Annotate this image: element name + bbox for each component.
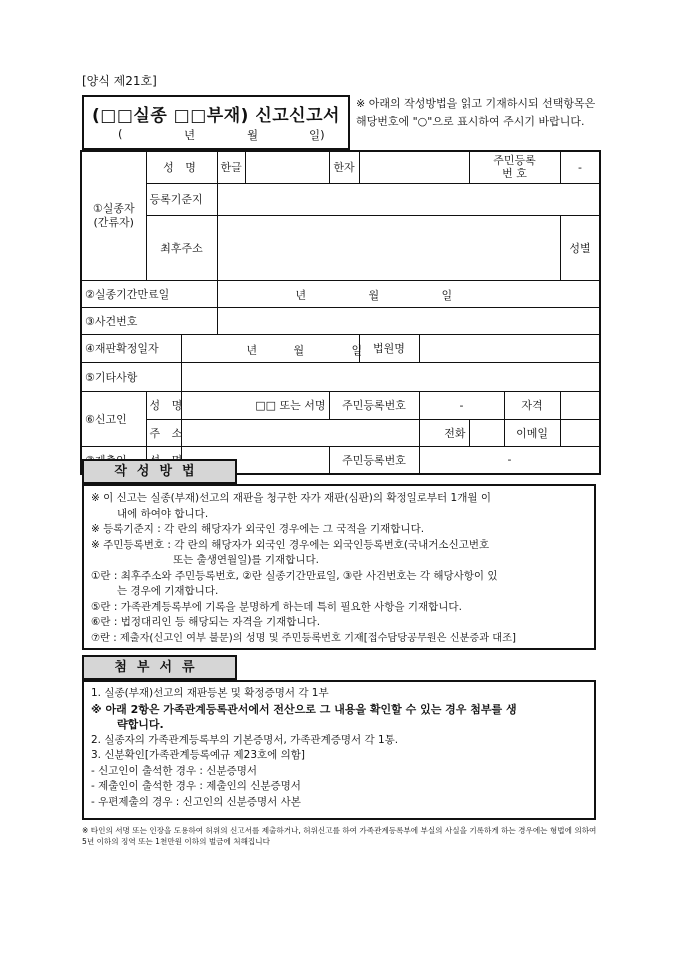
- date-month: 월: [247, 128, 259, 142]
- instruction-line: ※ 이 신고는 실종(부재)선고의 재판을 청구한 자가 재판(심판)의 확정일로부터 1개월 이: [91, 492, 491, 504]
- attachment-line: 2. 실종자의 가족관계등록부의 기본증명서, 가족관계증명서 각 1통.: [91, 733, 399, 746]
- hangul-name-field[interactable]: [245, 151, 329, 183]
- period-month: 월: [368, 288, 380, 302]
- reporter-rrn-label: 주민등록번호: [329, 391, 419, 419]
- instruction-line: ①란 : 최후주소와 주민등록번호, ②란 실종기간만료일, ③란 사건번호는 각 해당사항이 있: [91, 569, 498, 582]
- date-day: 일): [309, 128, 325, 142]
- judgment-date-field[interactable]: [181, 334, 363, 362]
- instruction-line: ⑤란 : 가족관계등록부에 기록을 분명하게 하는데 특히 필요한 사항을 기재합니다.: [91, 600, 462, 613]
- attachment-line: 1. 실종(부재)선고의 재판등본 및 확정증명서 각 1부: [91, 687, 329, 699]
- other-label: ⑤기타사항: [81, 362, 181, 391]
- reporter-address-field[interactable]: [181, 419, 419, 446]
- rrn-label: 주민등록 번 호: [469, 151, 560, 183]
- instruction-line: ⑦란 : 제출자(신고인 여부 불문)의 성명 및 주민등록번호 기재[접수담당공무원은 신분증과 대조]: [91, 632, 516, 644]
- reporter-label: ⑥신고인: [81, 391, 146, 446]
- attachment-line: - 신고인이 출석한 경우 : 신분증명서: [91, 764, 258, 777]
- form-number: [양식 제21호]: [82, 74, 157, 88]
- attachment-line: 략합니다.: [117, 718, 164, 731]
- email-field[interactable]: [560, 419, 600, 446]
- attachments-box: [82, 680, 596, 820]
- qualification-field[interactable]: [560, 391, 600, 419]
- instruction-line: ※ 주민등록번호 : 각 란의 해당자가 외국인 경우에는 외국인등록번호(국내거소신고번호: [91, 538, 490, 551]
- last-address-label: 최후주소: [146, 215, 217, 280]
- phone-label: 전화: [419, 419, 469, 446]
- attachment-line: 3. 신분확인[가족관계등록예규 제23호에 의함]: [91, 749, 306, 761]
- date-open: (: [118, 127, 123, 141]
- reporter-signature[interactable]: □□ 또는 서명: [181, 391, 329, 419]
- reporter-address-label: 주 소: [146, 419, 181, 446]
- qualification-label: 자격: [504, 391, 560, 419]
- period-day: 일: [441, 288, 453, 302]
- judgment-month: 월: [293, 343, 305, 357]
- gender-label: 성별: [560, 215, 600, 280]
- judgment-date-label: ④재판확정일자: [81, 334, 181, 362]
- date-year: 년: [184, 128, 196, 142]
- instruction-line: 또는 출생연월일)를 기재합니다.: [173, 554, 319, 566]
- attachments-heading: 첨부서류: [82, 655, 237, 680]
- submitter-rrn-field[interactable]: -: [419, 446, 600, 474]
- legal-footnote: ※ 타인의 서명 또는 인장을 도용하여 허위의 신고서를 제출하거나, 허위신고를 하여 가족관계등록부에 부실의 사실을 기록하게 하는 경우에는 형법에 의하여 5년 이하의 징역 또는 1천만원 이하의 벌금에 처해집니다: [82, 826, 597, 846]
- registry-field[interactable]: [217, 183, 600, 215]
- case-no-field[interactable]: [217, 307, 600, 334]
- instruction-line: ※ 등록기준지 : 각 란의 해당자가 외국인 경우에는 그 국적을 기재합니다.: [91, 523, 425, 535]
- court-field[interactable]: [419, 334, 600, 362]
- form-title: (□□실종 □□부재) 신고신고서: [92, 106, 340, 126]
- reporter-rrn-field[interactable]: -: [419, 391, 504, 419]
- report-form-table: [80, 150, 601, 475]
- attachment-line: - 제출인이 출석한 경우 : 제출인의 신분증명서: [91, 780, 301, 792]
- attachment-line: - 우편제출의 경우 : 신고인의 신분증명서 사본: [91, 795, 301, 808]
- title-box: [82, 95, 350, 150]
- submitter-rrn-label: 주민등록번호: [329, 446, 419, 474]
- instructions-heading: 작성방법: [82, 459, 237, 484]
- last-address-field[interactable]: [217, 215, 560, 280]
- registry-label: 등록기준지: [146, 183, 217, 215]
- name-label: 성 명: [146, 151, 217, 183]
- missing-person-label: ①실종자 (간류자): [81, 151, 146, 280]
- instructions-box: [82, 484, 596, 650]
- period-year: 년: [295, 288, 307, 302]
- instruction-line: ⑥란 : 법정대리인 등 해당되는 자격을 기재합니다.: [91, 616, 321, 628]
- email-label: 이메일: [504, 419, 560, 446]
- instruction-line: 내에 하여야 합니다.: [117, 507, 209, 520]
- hanja-name-field[interactable]: [359, 151, 469, 183]
- judgment-day: 일: [351, 343, 363, 357]
- judgment-year: 년: [246, 343, 258, 357]
- phone-field[interactable]: [469, 419, 504, 446]
- instruction-line: 는 경우에 기재합니다.: [117, 585, 219, 597]
- case-no-label: ③사건번호: [81, 307, 217, 334]
- court-label: 법원명: [359, 334, 419, 362]
- reporter-name-label: 성 명: [146, 391, 181, 419]
- period-end-label: ②실종기간만료일: [81, 280, 217, 307]
- period-end-field[interactable]: [217, 280, 600, 307]
- top-note: ※ 아래의 작성방법을 읽고 기재하시되 선택항목은 해당번호에 "○"으로 표시하여 주시기 바랍니다.: [356, 97, 596, 128]
- rrn-field[interactable]: -: [560, 151, 600, 183]
- other-field[interactable]: [181, 362, 600, 391]
- hangul-label: 한글: [217, 151, 245, 183]
- attachment-line: ※ 아래 2항은 가족관계등록관서에서 전산으로 그 내용을 확인할 수 있는 경우 첨부를 생: [91, 702, 517, 716]
- hanja-label: 한자: [329, 151, 359, 183]
